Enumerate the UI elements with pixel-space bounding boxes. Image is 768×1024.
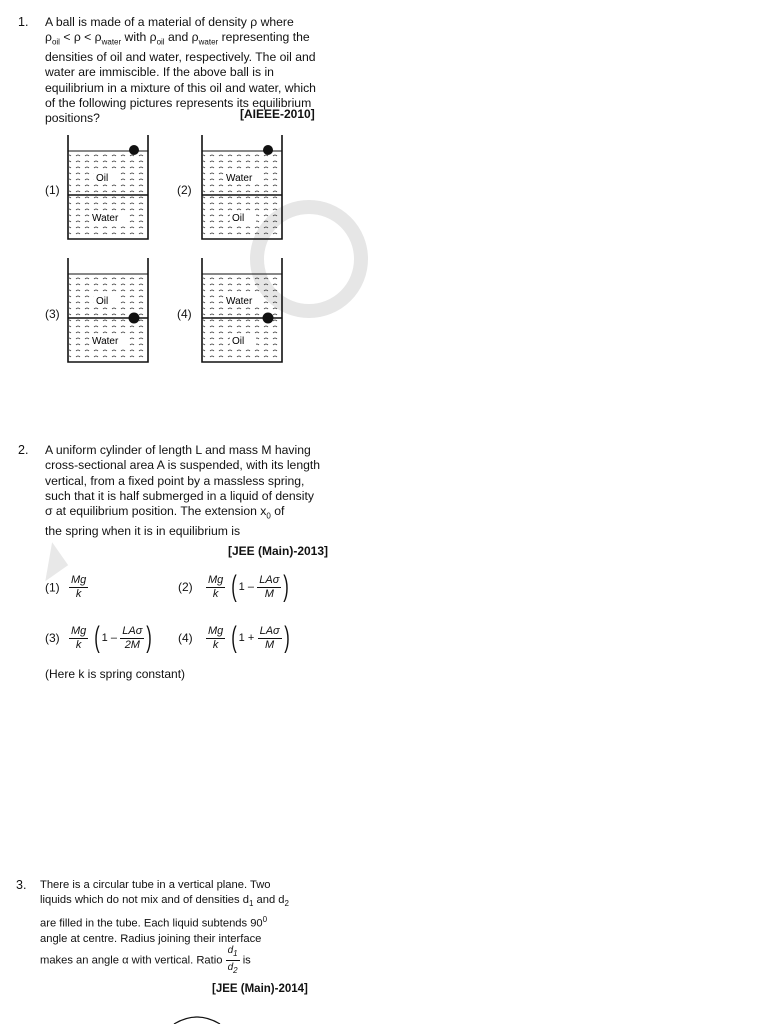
q2-note: (Here k is spring constant): [45, 667, 186, 681]
question-3-source: [JEE (Main)-2014]: [212, 983, 308, 995]
label-water: Water: [226, 173, 253, 184]
circular-tube-figure-top: [172, 1014, 222, 1024]
fraction: $\frac{Mg}{k}$: [71, 574, 87, 600]
ball: [129, 145, 139, 155]
fraction: $\frac{Mg}{k}$: [208, 573, 224, 600]
q3-ratio-line: makes an angle α with vertical. Ratio $\frac{d_1}{d_2}$ is: [40, 945, 251, 975]
ball: [129, 313, 140, 324]
label-water: Water: [92, 336, 119, 347]
ball: [263, 145, 273, 155]
question-3-number: 3.: [16, 878, 27, 892]
q1-line: water are immiscible. If the above ball is in: [45, 65, 274, 80]
label-water: Water: [92, 213, 119, 224]
question-1-number: 1.: [18, 15, 29, 29]
q2-line: vertical, from a fixed point by a massless spring,: [45, 473, 305, 488]
label-oil: Oil: [232, 213, 245, 224]
ball: [263, 313, 274, 324]
q2-line: A uniform cylinder of length L and mass M having: [45, 443, 311, 457]
fraction: $\frac{\text{LAσ}}{M}$: [259, 624, 280, 651]
q1-line: A ball is made of a material of density ρ where: [45, 15, 294, 29]
q1-option-1-label: (1): [45, 183, 60, 197]
q1-line: of the following pictures represents its equilibrium: [45, 95, 312, 110]
q3-line-densities: liquids which do not mix and of densities $d_1$ and $d_2$: [40, 894, 289, 909]
fraction: $\frac{\text{LAσ}}{2M}$: [122, 624, 143, 651]
question-1-source: [AIEEE-2010]: [240, 107, 315, 121]
question-3-text: [40, 878, 320, 947]
beaker-option-2: [200, 135, 286, 241]
q2-option-3: (3) $\frac{Mg}{k}$ ( 1 – $\frac{\text{LAσ}}{2M}$ ): [45, 621, 153, 654]
label-oil: Oil: [96, 296, 109, 307]
question-2-text: [45, 443, 335, 539]
beaker-option-3: [66, 258, 152, 364]
q3-line: There is a circular tube in a vertical plane. Two: [40, 879, 271, 891]
label-oil: Oil: [96, 173, 109, 184]
q3-line: angle at centre. Radius joining their interface: [40, 932, 262, 945]
q2-option-1: (1) $\frac{Mg}{k}$: [45, 574, 87, 600]
q1-line: positions?: [45, 111, 100, 126]
q2-line-extension: σ at equilibrium position. The extension $x_0$ of: [45, 504, 285, 521]
beaker-option-4: [200, 258, 286, 364]
q1-line-densities: $\rho_{oil} < \rho < \rho_{water}$ with $\rho_{oil}$ and $\rho_{water}$ representing the: [45, 30, 310, 47]
q1-option-2-label: (2): [177, 183, 192, 197]
q3-line-angle: are filled in the tube. Each liquid subtends $90^0$: [40, 914, 268, 930]
question-2-number: 2.: [18, 443, 29, 457]
q2-line: such that it is half submerged in a liquid of density: [45, 488, 314, 503]
watermark-logo-bottom: ◢: [26, 536, 70, 584]
q1-option-4-label: (4): [177, 307, 192, 321]
label-oil: Oil: [232, 336, 245, 347]
question-2-source: [JEE (Main)-2013]: [228, 544, 329, 558]
q2-line: cross-sectional area A is suspended, with its length: [45, 458, 321, 473]
q1-line: equilibrium in a mixture of this oil and water, which: [45, 80, 316, 95]
q1-line: densities of oil and water, respectively. The oil and: [45, 50, 316, 65]
q2-option-2: (2) $\frac{Mg}{k}$ ( 1 – $\frac{\text{LAσ}}{M}$ ): [178, 570, 290, 603]
fraction: $\frac{\text{LAσ}}{M}$: [259, 573, 280, 600]
fraction: $\frac{Mg}{k}$: [208, 624, 224, 651]
fraction-d1-d2: $\frac{d_1}{d_2}$: [227, 945, 238, 975]
beaker-option-1: [66, 135, 152, 241]
label-water: Water: [226, 296, 253, 307]
q2-line: the spring when it is in equilibrium is: [45, 523, 241, 538]
q1-option-3-label: (3): [45, 307, 60, 321]
fraction: $\frac{Mg}{k}$: [71, 624, 87, 651]
q2-option-4: (4) $\frac{Mg}{k}$ ( 1 + $\frac{\text{LAσ}}{M}$ ): [178, 621, 290, 654]
